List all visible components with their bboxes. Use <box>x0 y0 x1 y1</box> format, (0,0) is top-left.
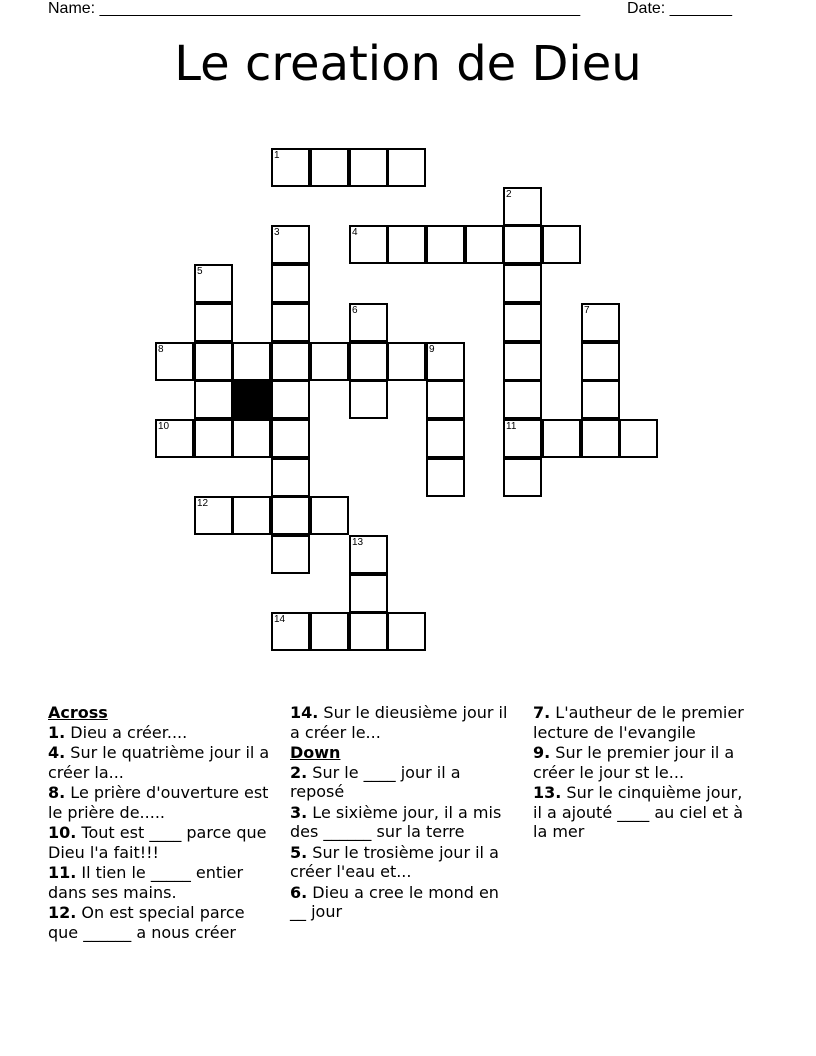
grid-cell[interactable] <box>194 419 233 458</box>
clue-number-label: 3. <box>290 802 308 822</box>
grid-cell[interactable] <box>271 225 310 264</box>
clue-number: 8 <box>158 344 164 355</box>
across-heading: Across <box>48 703 108 722</box>
clues-column-3 <box>533 703 755 843</box>
grid-cell[interactable] <box>310 612 349 651</box>
puzzle-title: Le creation de Dieu <box>174 36 642 92</box>
grid-cell[interactable] <box>465 225 504 264</box>
grid-cell[interactable] <box>426 380 465 419</box>
grid-cell[interactable] <box>194 264 233 303</box>
clue-item <box>48 743 270 782</box>
grid-cell[interactable] <box>194 496 233 535</box>
grid-cell[interactable] <box>581 342 620 381</box>
clue-number: 9 <box>429 344 435 355</box>
grid-cell[interactable] <box>271 148 310 187</box>
clue-text: Sur le cinquième jour, il a ajouté ____ au ciel et à la mer <box>533 783 743 841</box>
clue-text: Sur le premier jour il a créer le jour st le... <box>533 743 735 782</box>
grid-cell[interactable] <box>271 380 310 419</box>
grid-cell[interactable] <box>503 187 542 226</box>
grid-cell[interactable] <box>271 496 310 535</box>
clue-item <box>48 863 270 902</box>
name-field-label: Name: ______________________________________________________ <box>48 0 581 17</box>
clue-number: 12 <box>197 498 209 509</box>
grid-cell[interactable] <box>271 458 310 497</box>
grid-cell[interactable] <box>310 342 349 381</box>
clue-number: 14 <box>274 614 286 625</box>
across-clue-list-continued <box>290 703 512 742</box>
clue-text: Sur le trosième jour il a créer l'eau et... <box>290 842 499 881</box>
grid-cell[interactable] <box>194 380 233 419</box>
clue-number: 10 <box>158 421 170 432</box>
clue-item <box>533 743 755 782</box>
clue-text: Dieu a créer.... <box>65 722 188 742</box>
clue-number-label: 1. <box>48 722 66 742</box>
grid-cell[interactable] <box>155 342 194 381</box>
clue-number: 6 <box>352 305 358 316</box>
clue-number-label: 14. <box>290 703 319 722</box>
clue-number: 13 <box>352 537 364 548</box>
clue-item <box>290 703 512 742</box>
clue-number-label: 5. <box>290 842 308 862</box>
clue-number: 2 <box>506 189 512 200</box>
grid-cell[interactable] <box>271 342 310 381</box>
grid-cell[interactable] <box>232 496 271 535</box>
clue-number-label: 12. <box>48 903 77 922</box>
grid-cell[interactable] <box>194 303 233 342</box>
grid-cell[interactable] <box>310 496 349 535</box>
clue-number-label: 13. <box>533 783 562 802</box>
grid-cell[interactable] <box>349 535 388 574</box>
grid-cell[interactable] <box>542 419 581 458</box>
grid-cell[interactable] <box>271 303 310 342</box>
grid-cell[interactable] <box>426 458 465 497</box>
clue-number-label: 11. <box>48 863 77 882</box>
grid-cell[interactable] <box>271 535 310 574</box>
clue-text: Sur le quatrième jour il a créer la... <box>48 743 270 782</box>
grid-cell[interactable] <box>271 612 310 651</box>
clue-text: Le prière d'ouverture est le prière de..... <box>48 783 269 822</box>
clue-item <box>533 703 755 742</box>
down-heading: Down <box>290 743 341 762</box>
grid-cell[interactable] <box>349 612 388 651</box>
clue-number: 3 <box>274 227 280 238</box>
clue-text: Tout est ____ parce que Dieu l'a fait!!! <box>48 823 267 862</box>
grid-cell[interactable] <box>503 380 542 419</box>
clue-item <box>290 883 512 922</box>
clue-text: Sur le dieusième jour il a créer le... <box>290 703 508 742</box>
clue-item <box>48 783 270 822</box>
grid-cell[interactable] <box>349 225 388 264</box>
grid-cell[interactable] <box>503 419 542 458</box>
clue-text: Sur le ____ jour il a reposé <box>290 762 461 801</box>
grid-cell[interactable] <box>349 574 388 613</box>
clue-number-label: 9. <box>533 743 551 762</box>
grid-cell[interactable] <box>503 342 542 381</box>
grid-cell[interactable] <box>542 225 581 264</box>
grid-cell[interactable] <box>387 148 426 187</box>
clue-number-label: 7. <box>533 703 551 722</box>
clue-text: On est special parce que ______ a nous créer <box>48 903 245 942</box>
clue-number-label: 8. <box>48 783 66 802</box>
clue-item <box>290 803 512 842</box>
grid-cell[interactable] <box>232 342 271 381</box>
grid-cell[interactable] <box>349 380 388 419</box>
grid-cell[interactable] <box>503 303 542 342</box>
across-clue-list <box>48 723 270 943</box>
grid-cell[interactable] <box>232 419 271 458</box>
clue-number: 5 <box>197 266 203 277</box>
grid-cell[interactable] <box>194 342 233 381</box>
clue-item <box>48 903 270 942</box>
clue-number-label: 6. <box>290 882 308 902</box>
grid-cell[interactable] <box>426 419 465 458</box>
clue-number-label: 10. <box>48 823 77 842</box>
clue-text: L'autheur de le premier lecture de l'evangile <box>533 703 744 742</box>
clue-item <box>290 843 512 882</box>
clues-column-2 <box>290 703 512 923</box>
grid-cell[interactable] <box>426 225 465 264</box>
grid-cell[interactable] <box>349 148 388 187</box>
grid-cell[interactable] <box>503 264 542 303</box>
grid-cell[interactable] <box>271 264 310 303</box>
clues-column-1 <box>48 703 270 943</box>
grid-cell[interactable] <box>271 419 310 458</box>
date-field-label: Date: _______ <box>627 0 732 17</box>
grid-cell[interactable] <box>310 148 349 187</box>
clue-item <box>48 823 270 862</box>
clue-number: 11 <box>506 421 517 432</box>
clue-number: 1 <box>274 150 280 161</box>
grid-cell[interactable] <box>503 225 542 264</box>
clue-item <box>290 763 512 802</box>
grid-cell[interactable] <box>155 419 194 458</box>
clue-item <box>48 723 270 743</box>
clue-text: Dieu a cree le mond en __ jour <box>290 882 499 921</box>
grid-cell[interactable] <box>581 419 620 458</box>
down-clue-list <box>290 763 512 922</box>
clue-item <box>533 783 755 842</box>
clue-text: Il tien le _____ entier dans ses mains. <box>48 863 244 902</box>
grid-cell[interactable] <box>349 342 388 381</box>
clue-text: Le sixième jour, il a mis des ______ sur la terre <box>290 802 502 841</box>
grid-cell[interactable] <box>503 458 542 497</box>
grid-cell[interactable] <box>619 419 658 458</box>
grid-cell[interactable] <box>387 342 426 381</box>
down-clue-list-continued <box>533 703 755 842</box>
grid-cell[interactable] <box>387 225 426 264</box>
grid-cell[interactable] <box>581 303 620 342</box>
grid-cell[interactable] <box>426 342 465 381</box>
clue-number: 4 <box>352 227 358 238</box>
grid-cell[interactable] <box>387 612 426 651</box>
grid-cell[interactable] <box>581 380 620 419</box>
clue-number-label: 4. <box>48 743 66 762</box>
clue-number-label: 2. <box>290 762 308 782</box>
grid-cell-black <box>232 380 271 419</box>
clue-number: 7 <box>584 305 590 316</box>
grid-cell[interactable] <box>349 303 388 342</box>
